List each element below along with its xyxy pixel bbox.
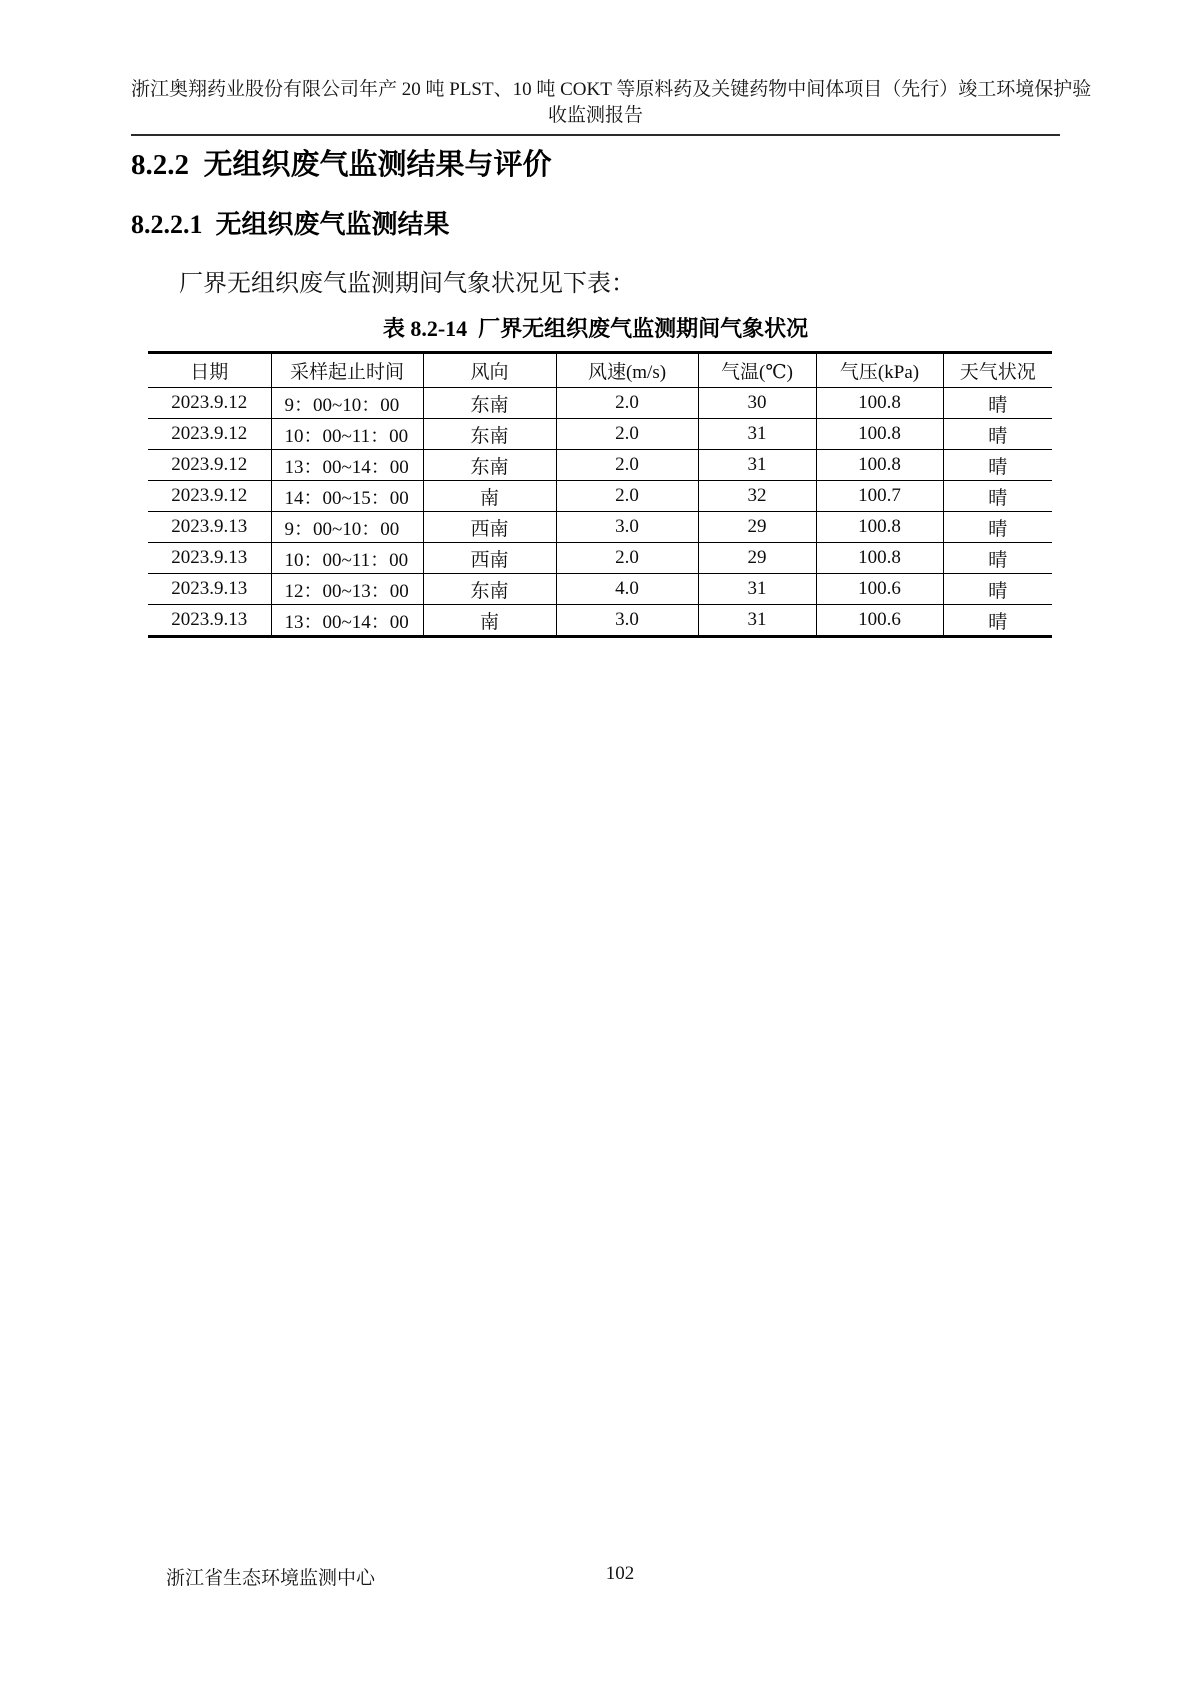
table-cell: 2.0 (556, 450, 698, 481)
table-cell: 100.7 (816, 481, 943, 512)
table-cell: 东南 (423, 450, 556, 481)
table-cell: 100.8 (816, 512, 943, 543)
table-cell: 南 (423, 605, 556, 637)
table-cell: 东南 (423, 574, 556, 605)
table-cell: 2023.9.13 (148, 543, 271, 574)
footer-organization: 浙江省生态环境监测中心 (166, 1568, 376, 1589)
table-cell: 30 (698, 388, 816, 419)
table-cell: 9：00~10：00 (271, 512, 423, 543)
table-header-cell: 风向 (423, 353, 556, 388)
table-cell: 2023.9.12 (148, 450, 271, 481)
table-cell: 2.0 (556, 543, 698, 574)
table-cell: 100.6 (816, 605, 943, 637)
table-cell: 13：00~14：00 (271, 605, 423, 637)
table-header-cell: 气温(℃) (698, 353, 816, 388)
table-cell: 晴 (943, 388, 1052, 419)
table-cell: 3.0 (556, 512, 698, 543)
table-row (148, 388, 1052, 419)
table-cell: 东南 (423, 388, 556, 419)
table-cell: 南 (423, 481, 556, 512)
table-cell: 2023.9.13 (148, 605, 271, 637)
table-row (148, 450, 1052, 481)
header-divider-rule (131, 134, 1060, 136)
table-cell: 100.6 (816, 574, 943, 605)
table-cell: 31 (698, 574, 816, 605)
table-row (148, 512, 1052, 543)
table-cell: 29 (698, 543, 816, 574)
table-cell: 31 (698, 605, 816, 637)
table-cell: 9：00~10：00 (271, 388, 423, 419)
table-row (148, 419, 1052, 450)
table-cell: 10：00~11：00 (271, 543, 423, 574)
table-header-cell: 采样起止时间 (271, 353, 423, 388)
footer-page-number: 102 (605, 1563, 635, 1584)
table-cell: 100.8 (816, 388, 943, 419)
table-cell: 2.0 (556, 419, 698, 450)
table-cell: 32 (698, 481, 816, 512)
table-cell: 10：00~11：00 (271, 419, 423, 450)
table-row (148, 481, 1052, 512)
page-header-line-2: 收监测报告 (547, 105, 643, 126)
table-cell: 晴 (943, 543, 1052, 574)
table-cell: 2023.9.12 (148, 419, 271, 450)
table-cell: 西南 (423, 543, 556, 574)
table-cell: 2.0 (556, 481, 698, 512)
table-cell: 2023.9.12 (148, 481, 271, 512)
table-row (148, 543, 1052, 574)
table-cell: 2023.9.12 (148, 388, 271, 419)
table-cell: 14：00~15：00 (271, 481, 423, 512)
table-row (148, 574, 1052, 605)
table-cell: 2023.9.13 (148, 574, 271, 605)
subsection-heading: 8.2.2.1 无组织废气监测结果 (131, 210, 450, 239)
table-cell: 3.0 (556, 605, 698, 637)
table-cell: 12：00~13：00 (271, 574, 423, 605)
table-cell: 晴 (943, 450, 1052, 481)
table-cell: 13：00~14：00 (271, 450, 423, 481)
table-cell: 4.0 (556, 574, 698, 605)
table-cell: 100.8 (816, 450, 943, 481)
table-cell: 晴 (943, 574, 1052, 605)
table-cell: 100.8 (816, 419, 943, 450)
table-header-cell: 风速(m/s) (556, 353, 698, 388)
table-header-cell: 气压(kPa) (816, 353, 943, 388)
table-cell: 晴 (943, 481, 1052, 512)
table-cell: 100.8 (816, 543, 943, 574)
table-row (148, 605, 1052, 637)
table-cell: 晴 (943, 605, 1052, 637)
table-cell: 2023.9.13 (148, 512, 271, 543)
table-cell: 31 (698, 450, 816, 481)
table-cell: 2.0 (556, 388, 698, 419)
section-heading: 8.2.2 无组织废气监测结果与评价 (131, 149, 552, 181)
table-cell: 东南 (423, 419, 556, 450)
table-header-cell: 天气状况 (943, 353, 1052, 388)
table-cell: 晴 (943, 512, 1052, 543)
table-header-cell: 日期 (148, 353, 271, 388)
weather-conditions-table (148, 351, 1052, 638)
intro-paragraph: 厂界无组织废气监测期间气象状况见下表： (179, 271, 635, 297)
table-cell: 31 (698, 419, 816, 450)
table-header-row (148, 353, 1052, 388)
page-header-line-1: 浙江奥翔药业股份有限公司年产 20 吨 PLST、10 吨 COKT 等原料药及关键药物中间体项目（先行）竣工环境保护验 (131, 79, 1092, 100)
table-cell: 西南 (423, 512, 556, 543)
table-cell: 29 (698, 512, 816, 543)
table-cell: 晴 (943, 419, 1052, 450)
table-title: 表 8.2-14 厂界无组织废气监测期间气象状况 (382, 316, 809, 341)
